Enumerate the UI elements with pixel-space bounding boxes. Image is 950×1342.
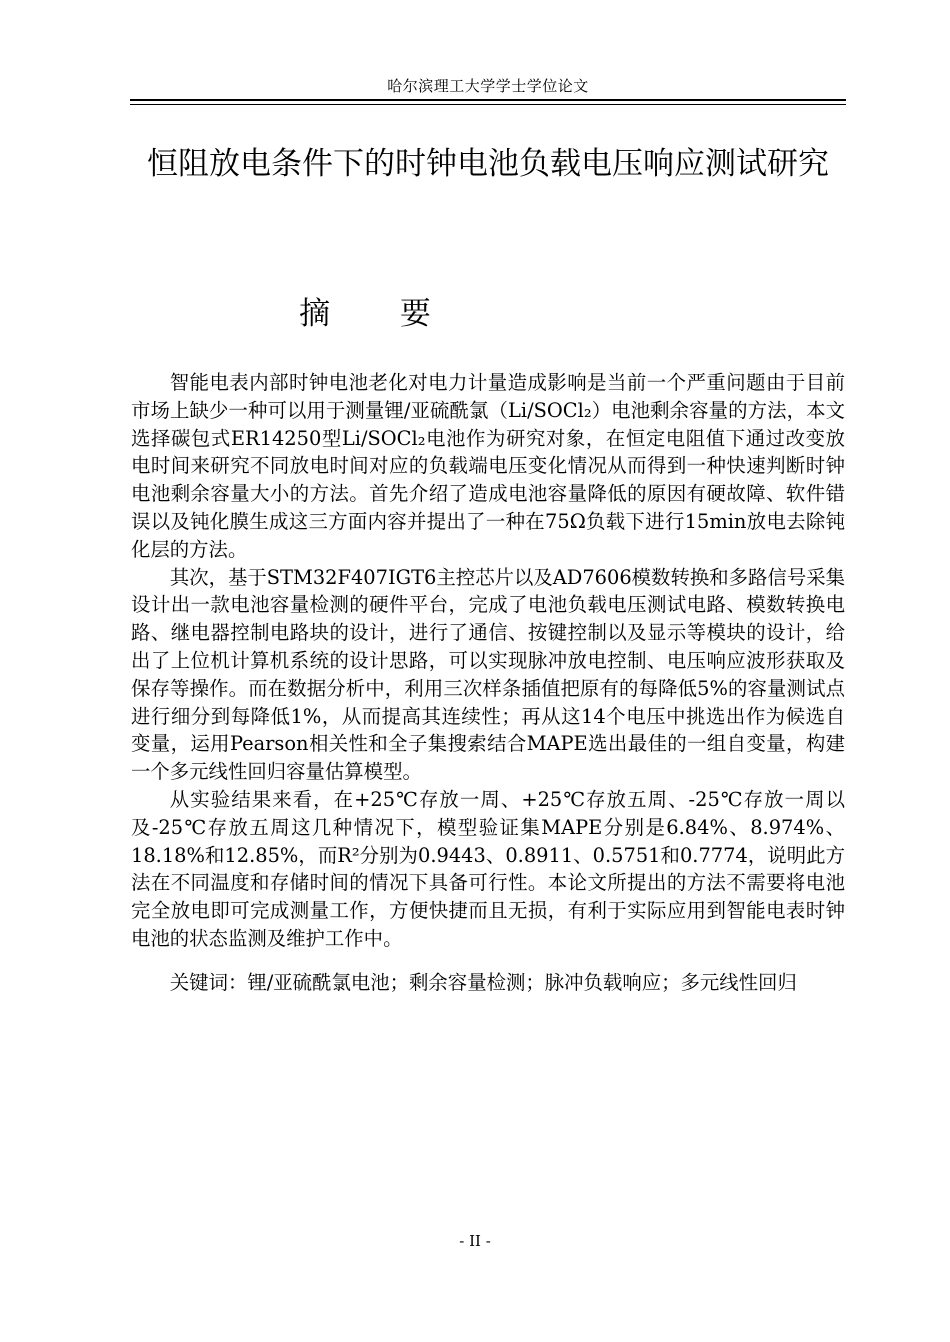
abstract-heading: 摘 要 [299,296,461,332]
abstract-paragraph-3: 从实验结果来看，在+25℃存放一周、+25℃存放五周、-25℃存放一周以及-25℃存放五周这几种情况下，模型验证集MAPE分别是6.84%、8.974%、18.18%和12.85%，而R²分别为0.9443、0.8911、0.5751和0.7774，说明此方法在不同温度和存储时间的情况下具备可行性。本论文所提出的方法不需要将电池完全放电即可完成测量工作，方便快捷而且无损，有利于实际应用到智能电表时钟电池的状态监测及维护工作中。 [131,787,845,950]
thesis-title: 恒阻放电条件下的时钟电池负载电压响应测试研究 [147,146,829,182]
abstract-body [131,369,845,953]
header-rule-thick [130,99,846,101]
running-header: 哈尔滨理工大学学士学位论文 [387,77,589,95]
abstract-paragraph-1: 智能电表内部时钟电池老化对电力计量造成影响是当前一个严重问题由于目前市场上缺少一种可以用于测量锂/亚硫酰氯（Li/SOCl₂）电池剩余容量的方法，本文选择碳包式ER14250型Li/SOCl₂电池作为研究对象，在恒定电阻值下通过改变放电时间来研究不同放电时间对应的负载端电压变化情况从而得到一种快速判断时钟电池剩余容量大小的方法。首先介绍了造成电池容量降低的原因有硬故障、软件错误以及钝化膜生成这三方面内容并提出了一种在75Ω负载下进行15min放电去除钝化层的方法。 [131,371,845,561]
abstract-paragraph-2: 其次，基于STM32F407IGT6主控芯片以及AD7606模数转换和多路信号采集设计出一款电池容量检测的硬件平台，完成了电池负载电压测试电路、模数转换电路、继电器控制电路块的设计，进行了通信、按键控制以及显示等模块的设计，给出了上位机计算机系统的设计思路，可以实现脉冲放电控制、电压响应波形获取及保存等操作。而在数据分析中，利用三次样条插值把原有的每降低5%的容量测试点进行细分到每降低1%，从而提高其连续性；再从这14个电压中挑选出作为候选自变量，运用Pearson相关性和全子集搜索结合MAPE选出最佳的一组自变量，构建一个多元线性回归容量估算模型。 [131,565,845,784]
keywords-line: 关键词：锂/亚硫酰氯电池；剩余容量检测；脉冲负载响应；多元线性回归 [169,971,797,994]
page-number: - II - [459,1232,491,1250]
header-rule-thin [130,104,846,105]
